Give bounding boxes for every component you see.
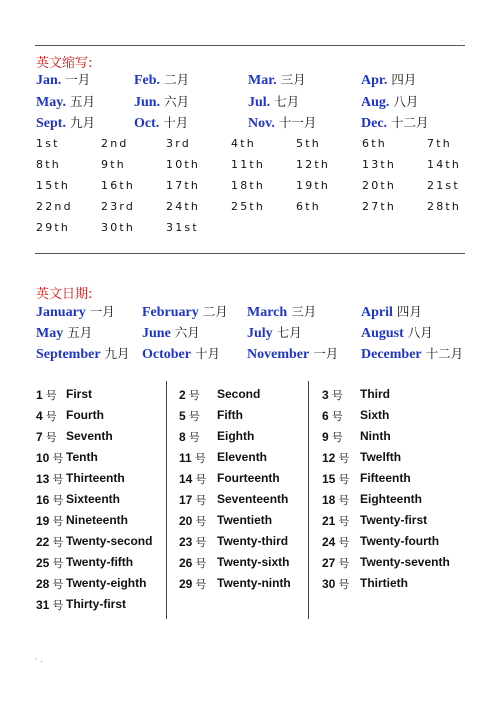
month-chinese: 十月 xyxy=(163,115,189,130)
middle-rule xyxy=(35,253,465,254)
day-number xyxy=(322,513,349,529)
month-abbr-cell xyxy=(134,113,188,132)
day-number xyxy=(322,429,343,445)
month-name: February xyxy=(142,305,199,320)
day-suffix: 号 xyxy=(338,494,350,507)
day-ordinal-word: Ninth xyxy=(360,429,391,443)
corner-dot: · xyxy=(461,38,463,45)
day-suffix: 号 xyxy=(188,389,200,402)
month-chinese: 十月 xyxy=(194,346,220,361)
ordinal-abbreviation: 13th xyxy=(362,158,397,171)
day-entry xyxy=(0,429,440,449)
month-chinese: 六月 xyxy=(164,94,190,109)
day-numeral: 23 xyxy=(179,535,193,549)
day-number xyxy=(322,471,349,487)
day-numeral: 25 xyxy=(36,556,50,570)
month-name: March xyxy=(247,305,288,320)
month-row xyxy=(36,323,476,343)
ordinal-abbreviation: 31st xyxy=(166,221,199,234)
day-numeral: 4 xyxy=(36,409,43,423)
day-ordinal-word: Thirteenth xyxy=(66,471,125,485)
day-numeral: 26 xyxy=(179,556,193,570)
ordinal-abbreviation: 9th xyxy=(101,158,126,171)
day-ordinal-word: Thirtieth xyxy=(360,576,408,590)
day-ordinal-word: Twelfth xyxy=(360,450,402,464)
ordinal-abbreviation: 5th xyxy=(296,137,321,150)
month-abbr-cell xyxy=(36,113,95,132)
day-entry xyxy=(0,492,440,512)
day-entry xyxy=(0,387,440,407)
month-abbreviation: May. xyxy=(36,95,66,110)
month-name: April xyxy=(361,305,393,320)
ordinal-abbreviation: 1st xyxy=(36,137,60,150)
ordinal-row xyxy=(36,200,476,220)
day-number xyxy=(322,408,343,424)
day-suffix: 号 xyxy=(195,536,207,549)
ordinal-abbreviation: 24th xyxy=(166,200,201,213)
month-cell xyxy=(142,344,220,363)
day-numeral: 20 xyxy=(179,514,193,528)
month-chinese: 五月 xyxy=(69,94,95,109)
ordinal-abbreviation: 6th xyxy=(362,137,387,150)
month-chinese: 八月 xyxy=(407,325,433,340)
month-abbr-cell xyxy=(361,70,416,89)
ordinal-abbreviation: 11th xyxy=(231,158,266,171)
day-numeral: 8 xyxy=(179,430,186,444)
ordinal-abbreviation: 14th xyxy=(427,158,462,171)
month-abbreviation: Apr. xyxy=(361,73,388,88)
ordinal-abbreviation: 23rd xyxy=(101,200,136,213)
ordinal-abbreviation: 6th xyxy=(296,200,321,213)
ordinal-abbreviation: 28th xyxy=(427,200,462,213)
day-ordinal-word: Eighteenth xyxy=(360,492,422,506)
day-number xyxy=(322,492,349,508)
month-name: September xyxy=(36,347,101,362)
day-entry xyxy=(0,450,440,470)
day-ordinal-word: Fifteenth xyxy=(360,471,411,485)
month-chinese: 一月 xyxy=(65,72,91,87)
day-entry xyxy=(0,408,440,428)
day-ordinal-word: Seventh xyxy=(66,429,113,443)
day-suffix: 号 xyxy=(195,515,207,528)
day-entry xyxy=(0,534,440,554)
month-abbr-cell xyxy=(36,92,95,111)
day-numeral: 9 xyxy=(322,430,329,444)
month-name: June xyxy=(142,326,171,341)
month-abbr-cell xyxy=(248,92,299,111)
day-suffix: 号 xyxy=(52,599,64,612)
ordinal-row xyxy=(36,179,476,199)
day-numeral: 3 xyxy=(322,388,329,402)
month-name: May xyxy=(36,326,64,341)
abbr-row xyxy=(36,70,476,90)
month-abbr-cell xyxy=(134,92,189,111)
day-suffix: 号 xyxy=(52,557,64,570)
month-abbreviation: Jan. xyxy=(36,73,62,88)
day-suffix: 号 xyxy=(338,578,350,591)
day-ordinal-word: Eleventh xyxy=(217,450,268,464)
ordinal-abbreviation: 12th xyxy=(296,158,331,171)
month-name: October xyxy=(142,347,191,362)
ordinal-abbreviation: 18th xyxy=(231,179,266,192)
top-rule xyxy=(35,45,465,46)
day-numeral: 13 xyxy=(36,472,50,486)
day-numeral: 5 xyxy=(179,409,186,423)
month-chinese: 八月 xyxy=(393,94,419,109)
day-ordinal-word: Twenty-fourth xyxy=(360,534,440,548)
month-chinese: 一月 xyxy=(89,304,115,319)
day-suffix: 号 xyxy=(338,557,350,570)
month-name: August xyxy=(361,326,404,341)
month-abbreviation: Jun. xyxy=(134,95,161,110)
month-abbreviation: Mar. xyxy=(248,73,277,88)
month-chinese: 四月 xyxy=(391,72,417,87)
month-chinese: 十二月 xyxy=(391,115,429,130)
day-number xyxy=(322,387,343,403)
day-numeral: 17 xyxy=(179,493,193,507)
day-suffix: 号 xyxy=(338,536,350,549)
day-number xyxy=(322,576,349,592)
day-ordinal-word: Twenty-ninth xyxy=(217,576,291,590)
month-cell xyxy=(36,344,130,363)
day-suffix: 号 xyxy=(45,410,57,423)
day-ordinal-word: Eighth xyxy=(217,429,255,443)
day-ordinal-word: Nineteenth xyxy=(66,513,129,527)
month-cell xyxy=(142,323,200,342)
day-entry xyxy=(0,597,440,617)
day-ordinal-word: Twenty-first xyxy=(360,513,428,527)
day-ordinal-word: Tenth xyxy=(66,450,98,464)
ordinal-abbreviation: 22nd xyxy=(36,200,73,213)
month-chinese: 三月 xyxy=(291,304,317,319)
month-abbreviation: Jul. xyxy=(248,95,271,110)
day-ordinal-word: Fourth xyxy=(66,408,104,422)
day-numeral: 31 xyxy=(36,598,50,612)
month-chinese: 六月 xyxy=(174,325,200,340)
day-suffix: 号 xyxy=(188,410,200,423)
month-chinese: 九月 xyxy=(104,346,130,361)
day-suffix: 号 xyxy=(338,515,350,528)
ordinal-row xyxy=(36,221,476,241)
ordinal-abbreviation: 19th xyxy=(296,179,331,192)
ordinal-abbreviation: 27th xyxy=(362,200,397,213)
day-numeral: 2 xyxy=(179,388,186,402)
month-cell xyxy=(247,323,302,342)
day-ordinal-word: Second xyxy=(217,387,261,401)
ordinal-abbreviation: 20th xyxy=(362,179,397,192)
ordinal-abbreviation: 17th xyxy=(166,179,201,192)
dates-heading: 英文日期: xyxy=(36,287,93,302)
month-name: December xyxy=(361,347,422,362)
day-suffix: 号 xyxy=(52,515,64,528)
day-ordinal-word: Sixth xyxy=(360,408,390,422)
month-name: January xyxy=(36,305,86,320)
day-numeral: 15 xyxy=(322,472,336,486)
month-cell xyxy=(247,344,338,363)
day-numeral: 29 xyxy=(179,577,193,591)
ordinal-abbreviation: 4th xyxy=(231,137,256,150)
day-suffix: 号 xyxy=(331,431,343,444)
month-chinese: 五月 xyxy=(67,325,93,340)
ordinal-abbreviation: 3rd xyxy=(166,137,191,150)
day-suffix: 号 xyxy=(194,452,206,465)
month-chinese: 四月 xyxy=(396,304,422,319)
day-suffix: 号 xyxy=(195,557,207,570)
day-numeral: 12 xyxy=(322,451,336,465)
day-ordinal-word: Sixteenth xyxy=(66,492,121,506)
month-cell xyxy=(142,302,228,321)
month-abbr-cell xyxy=(36,70,90,89)
day-suffix: 号 xyxy=(45,389,57,402)
day-ordinal-word: Fifth xyxy=(217,408,243,422)
day-ordinal-word: Third xyxy=(360,387,390,401)
day-numeral: 10 xyxy=(36,451,50,465)
footer-dots: · . xyxy=(35,655,43,664)
month-chinese: 二月 xyxy=(164,72,190,87)
month-abbreviation: Dec. xyxy=(361,116,388,131)
month-abbr-cell xyxy=(361,92,418,111)
ordinal-abbreviation: 21st xyxy=(427,179,460,192)
day-suffix: 号 xyxy=(195,473,207,486)
day-ordinal-word: Twenty-second xyxy=(66,534,153,548)
day-suffix: 号 xyxy=(188,431,200,444)
month-cell xyxy=(247,302,316,321)
day-suffix: 号 xyxy=(331,410,343,423)
day-ordinal-word: Fourteenth xyxy=(217,471,280,485)
abbreviations-heading: 英文缩写: xyxy=(36,56,93,71)
day-suffix: 号 xyxy=(338,473,350,486)
day-ordinal-word: Twenty-third xyxy=(217,534,289,548)
day-suffix: 号 xyxy=(338,452,350,465)
month-row xyxy=(36,344,476,364)
month-chinese: 十一月 xyxy=(278,115,317,130)
ordinal-abbreviation: 15th xyxy=(36,179,71,192)
month-chinese: 二月 xyxy=(202,304,228,319)
day-number xyxy=(322,534,349,550)
month-cell xyxy=(361,302,422,321)
month-abbr-cell xyxy=(134,70,189,89)
day-numeral: 6 xyxy=(322,409,329,423)
ordinal-row xyxy=(36,158,476,178)
abbr-row xyxy=(36,113,476,133)
day-numeral: 24 xyxy=(322,535,336,549)
month-cell xyxy=(36,323,92,342)
day-suffix: 号 xyxy=(52,536,64,549)
ordinal-abbreviation: 30th xyxy=(101,221,136,234)
month-row xyxy=(36,302,476,322)
month-cell xyxy=(36,302,115,321)
day-entry xyxy=(0,555,450,575)
day-numeral: 11 xyxy=(179,451,192,465)
day-numeral: 27 xyxy=(322,556,336,570)
month-cell xyxy=(361,344,463,363)
day-numeral: 16 xyxy=(36,493,50,507)
day-entry xyxy=(0,576,440,596)
day-ordinal-word: First xyxy=(66,387,93,401)
month-abbr-cell xyxy=(248,113,316,132)
month-abbreviation: Sept. xyxy=(36,116,66,131)
month-name: November xyxy=(247,347,310,362)
day-numeral: 14 xyxy=(179,472,193,486)
day-numeral: 30 xyxy=(322,577,336,591)
day-suffix: 号 xyxy=(195,578,207,591)
day-ordinal-word: Twenty-sixth xyxy=(217,555,290,569)
month-abbreviation: Feb. xyxy=(134,73,161,88)
day-suffix: 号 xyxy=(52,494,64,507)
ordinal-abbreviation: 8th xyxy=(36,158,61,171)
month-chinese: 九月 xyxy=(69,115,95,130)
day-suffix: 号 xyxy=(195,494,207,507)
day-numeral: 7 xyxy=(36,430,43,444)
month-abbreviation: Aug. xyxy=(361,95,390,110)
month-abbreviation: Nov. xyxy=(248,116,275,131)
ordinal-abbreviation: 16th xyxy=(101,179,136,192)
month-abbreviation: Oct. xyxy=(134,116,160,131)
day-entry xyxy=(0,513,440,533)
day-ordinal-word: Twenty-eighth xyxy=(66,576,147,590)
month-chinese: 七月 xyxy=(274,94,300,109)
day-numeral: 28 xyxy=(36,577,50,591)
ordinal-abbreviation: 25th xyxy=(231,200,266,213)
day-entry xyxy=(0,471,440,491)
day-ordinal-word: Twenty-seventh xyxy=(360,555,450,569)
day-ordinal-word: Thirty-first xyxy=(66,597,126,611)
month-chinese: 一月 xyxy=(313,346,339,361)
day-ordinal-word: Twentieth xyxy=(217,513,273,527)
month-name: July xyxy=(247,326,273,341)
ordinal-abbreviation: 29th xyxy=(36,221,71,234)
month-cell xyxy=(361,323,433,342)
day-number xyxy=(322,450,349,466)
month-chinese: 七月 xyxy=(276,325,302,340)
ordinal-abbreviation: 2nd xyxy=(101,137,129,150)
abbr-row xyxy=(36,92,476,112)
day-numeral: 22 xyxy=(36,535,50,549)
day-suffix: 号 xyxy=(52,452,64,465)
day-number xyxy=(322,555,349,571)
day-numeral: 21 xyxy=(322,514,336,528)
day-suffix: 号 xyxy=(52,473,64,486)
month-chinese: 十二月 xyxy=(425,346,464,361)
month-chinese: 三月 xyxy=(280,72,306,87)
ordinal-abbreviation: 10th xyxy=(166,158,201,171)
day-ordinal-word: Twenty-fifth xyxy=(66,555,134,569)
month-abbr-cell xyxy=(361,113,429,132)
day-suffix: 号 xyxy=(331,389,343,402)
day-numeral: 19 xyxy=(36,514,50,528)
day-numeral: 1 xyxy=(36,388,43,402)
day-suffix: 号 xyxy=(45,431,57,444)
day-suffix: 号 xyxy=(52,578,64,591)
day-number xyxy=(36,597,63,613)
ordinal-row xyxy=(36,137,476,157)
month-abbr-cell xyxy=(248,70,306,89)
ordinal-abbreviation: 7th xyxy=(427,137,452,150)
day-numeral: 18 xyxy=(322,493,336,507)
day-ordinal-word: Seventeenth xyxy=(217,492,289,506)
